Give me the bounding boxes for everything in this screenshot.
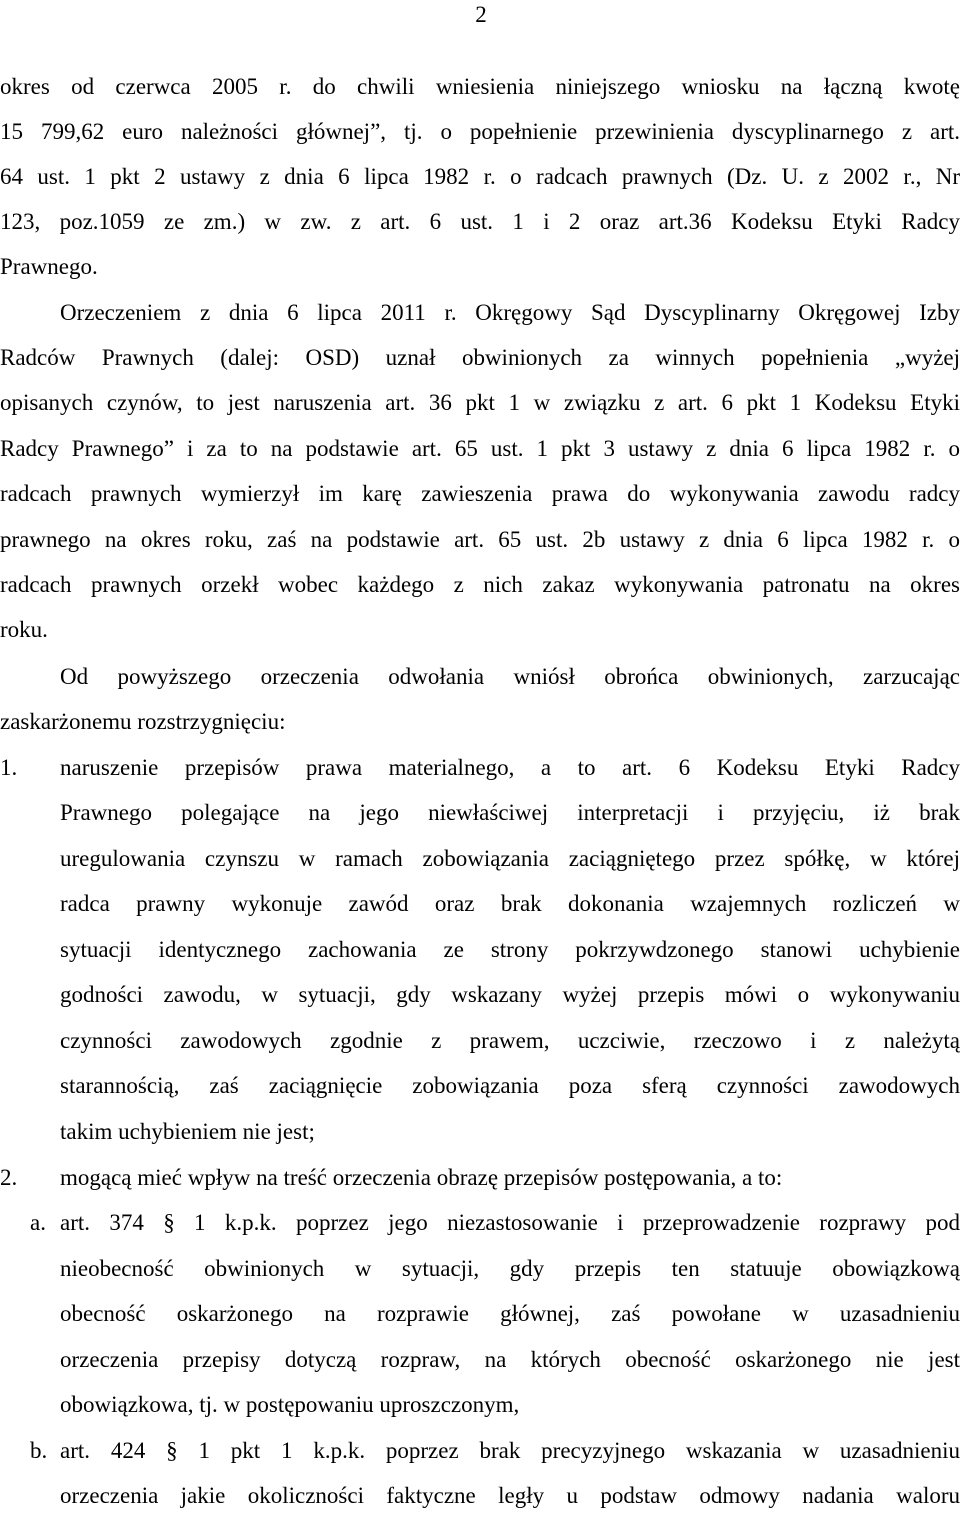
- line-text: 15 799,62 euro należności głównej”, tj. o popełnienie przewinienia dyscyplinarnego z art.: [0, 119, 960, 144]
- text-line: [0, 252, 960, 282]
- text-line: [0, 1481, 960, 1511]
- text-line: [0, 1163, 960, 1193]
- line-text: obowiązkowa, tj. w postępowaniu uproszczonym,: [60, 1392, 520, 1417]
- text-line: [0, 889, 960, 919]
- text-line: [0, 1299, 960, 1329]
- text-line: [0, 1390, 960, 1420]
- line-text: Orzeczeniem z dnia 6 lipca 2011 r. Okręgowy Sąd Dyscyplinarny Okręgowej Izby: [60, 300, 960, 325]
- text-line: [0, 844, 960, 874]
- line-text: mogącą mieć wpływ na treść orzeczenia obrazę przepisów postępowania, a to:: [60, 1165, 783, 1190]
- line-text: Radcy Prawnego” i za to na podstawie art. 65 ust. 1 pkt 3 ustawy z dnia 6 lipca 1982 r. o: [0, 436, 960, 461]
- line-text: prawnego na okres roku, zaś na podstawie art. 65 ust. 2b ustawy z dnia 6 lipca 1982 r. o: [0, 527, 960, 552]
- text-line: [0, 798, 960, 828]
- line-text: czynności zawodowych zgodnie z prawem, uczciwie, rzeczowo i z należytą: [60, 1028, 960, 1053]
- text-line: [0, 72, 960, 102]
- line-text: roku.: [0, 617, 48, 642]
- line-text: Radców Prawnych (dalej: OSD) uznał obwinionych za winnych popełnienia „wyżej: [0, 345, 960, 370]
- text-line: [0, 1026, 960, 1056]
- line-text: art. 424 § 1 pkt 1 k.p.k. poprzez brak precyzyjnego wskazania w uzasadnieniu: [60, 1438, 960, 1463]
- line-text: radcach prawnych orzekł wobec każdego z nich zakaz wykonywania patronatu na okres: [0, 572, 960, 597]
- page-number: 2: [475, 2, 487, 27]
- line-text: naruszenie przepisów prawa materialnego, a to art. 6 Kodeksu Etyki Radcy: [60, 755, 960, 780]
- line-text: orzeczenia przepisy dotyczą rozpraw, na których obecność oskarżonego nie jest: [60, 1347, 960, 1372]
- line-text: nieobecność obwinionych w sytuacji, gdy przepis ten statuuje obowiązkową: [60, 1256, 960, 1281]
- line-text: radca prawny wykonuje zawód oraz brak dokonania wzajemnych rozliczeń w: [60, 891, 960, 916]
- line-text: starannością, zaś zaciągnięcie zobowiązania poza sferą czynności zawodowych: [60, 1073, 960, 1098]
- text-line: [0, 434, 960, 464]
- text-line: [0, 388, 960, 418]
- list-marker: b.: [30, 1438, 48, 1463]
- text-line: [0, 162, 960, 192]
- text-line: [0, 207, 960, 237]
- text-line: [0, 1117, 960, 1147]
- line-text: uregulowania czynszu w ramach zobowiązania zaciągniętego przez spółkę, w której: [60, 846, 960, 871]
- text-line: [0, 1071, 960, 1101]
- text-line: [0, 753, 960, 783]
- line-text: orzeczenia jakie okoliczności faktyczne legły u podstaw odmowy nadania waloru: [60, 1483, 960, 1508]
- line-text: okres od czerwca 2005 r. do chwili wniesienia niniejszego wniosku na łączną kwotę: [0, 74, 960, 99]
- line-text: Prawnego.: [0, 254, 98, 279]
- text-line: [0, 615, 960, 645]
- line-text: art. 374 § 1 k.p.k. poprzez jego niezastosowanie i przeprowadzenie rozprawy pod: [60, 1210, 960, 1235]
- line-text: zaskarżonemu rozstrzygnięciu:: [0, 709, 286, 734]
- line-text: 64 ust. 1 pkt 2 ustawy z dnia 6 lipca 1982 r. o radcach prawnych (Dz. U. z 2002 r., Nr: [0, 164, 960, 189]
- list-marker: 1.: [0, 755, 18, 780]
- list-marker: 2.: [0, 1165, 18, 1190]
- text-line: [0, 980, 960, 1010]
- line-text: Od powyższego orzeczenia odwołania wniósł obrońca obwinionych, zarzucając: [60, 664, 960, 689]
- text-line: [0, 570, 960, 600]
- text-line: [0, 1436, 960, 1466]
- text-line: [0, 117, 960, 147]
- text-line: [0, 1254, 960, 1284]
- text-line: [0, 935, 960, 965]
- text-line: [0, 662, 960, 692]
- text-line: [0, 343, 960, 373]
- line-text: takim uchybieniem nie jest;: [60, 1119, 315, 1144]
- text-line: [0, 1345, 960, 1375]
- line-text: Prawnego polegające na jego niewłaściwej interpretacji i przyjęciu, iż brak: [60, 800, 960, 825]
- line-text: sytuacji identycznego zachowania ze strony pokrzywdzonego stanowi uchybienie: [60, 937, 960, 962]
- line-text: godności zawodu, w sytuacji, gdy wskazany wyżej przepis mówi o wykonywaniu: [60, 982, 960, 1007]
- text-line: [0, 479, 960, 509]
- text-line: [0, 707, 960, 737]
- line-text: opisanych czynów, to jest naruszenia art. 36 pkt 1 w związku z art. 6 pkt 1 Kodeksu Etyki: [0, 390, 960, 415]
- list-marker: a.: [30, 1210, 46, 1235]
- line-text: radcach prawnych wymierzył im karę zawieszenia prawa do wykonywania zawodu radcy: [0, 481, 960, 506]
- line-text: obecność oskarżonego na rozprawie głównej, zaś powołane w uzasadnieniu: [60, 1301, 960, 1326]
- text-line: [0, 1208, 960, 1238]
- line-text: 123, poz.1059 ze zm.) w zw. z art. 6 ust. 1 i 2 oraz art.36 Kodeksu Etyki Radcy: [0, 209, 960, 234]
- text-line: [0, 525, 960, 555]
- text-line: [0, 298, 960, 328]
